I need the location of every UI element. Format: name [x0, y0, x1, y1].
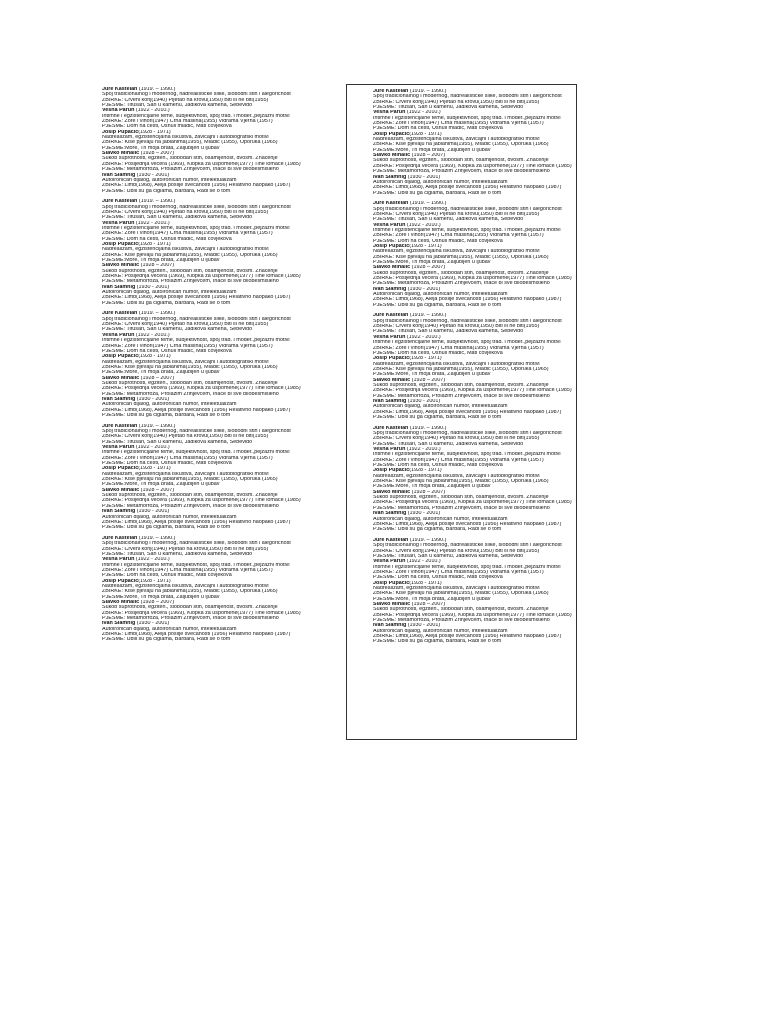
description-line: Sukob suprotnosti, egziten., slobodan stih, osamljenost, dvosm. Značenje	[373, 495, 549, 501]
description-line: ZBIRKE: Posljednja večera (1969), Klopka za uspomene(1977) Tihe lomače (1985)	[373, 163, 572, 169]
description-line: ZBIRKE: Kiše pjevaju na jablanima(1955), Mladić (1955), Oporuka (1965)	[102, 364, 278, 370]
description-line: Intimne i egzistencijalne teme, subjektivnost, spoj trad. i moder.,pejzažni motivi	[373, 115, 561, 121]
description-line: Intimne i egzistencijalne teme, subjektivnost, spoj trad. i moder.,pejzažni motivi	[102, 225, 290, 231]
description-line: ZBIRKE: Limb(1968), Aleja poslije svečanosti (1956) Relativno naopako (1987)	[102, 407, 291, 413]
poet-dates: (1928 – 2007)	[410, 153, 446, 159]
description-line: ZBIRKE: Zore i vihori(1947) Crna maslina(1955) Vidrama Vjerna (1957)	[373, 121, 544, 127]
description-line: ZBIRKE: Limb(1968), Aleja poslije svečanosti (1956) Relativno naopako (1987)	[373, 185, 562, 191]
description-line: ZBIRKE: Limb(1968), Aleja poslije svečanosti (1956) Relativno naopako (1987)	[102, 183, 291, 189]
description-line: Spoj tradicionalnog i modernog, nadrealističke slike, slobodni stih i alegoričnost	[373, 543, 562, 549]
description-line: ZBIRKE: Kiše pjevaju na jablanima(1955), Mladić (1955), Oporuka (1965)	[373, 591, 549, 597]
poet-dates: (1928 - 1971)	[138, 466, 171, 472]
description-line: ZBIRKE: Zore i vihori(1947) Crna maslina(1955) Vidrama Vjerna (1957)	[102, 455, 273, 461]
poet-name: Ivan Slamnig	[102, 509, 136, 515]
poet-name: Slavko Mihalić	[102, 600, 140, 605]
description-line: PJESME: Ubili su ga ciglama, Barbara, Radi se o tom	[373, 639, 502, 645]
description-line: Sukob suprotnosti, egziten., slobodan stih, osamljenost, dvosm. Značenje	[373, 158, 549, 164]
poet-name: Ivan Slamnig	[102, 621, 136, 627]
description-line: Autoironičan dijalog, autoironican humor, intelektualizam	[373, 292, 508, 298]
poet-dates: (1930 - 2001)	[406, 174, 441, 180]
description-line: PJESME: Dom na cesti, Usnuli mladić, Mati čovjekova	[102, 236, 232, 242]
description-line: ZBIRKE: Crveni konj(1940) Pijetao na krovu(1950) Biti ili ne biti(1955)	[102, 209, 269, 215]
poet-dates: (1930 - 2001)	[406, 286, 441, 292]
description-line: Sukob suprotnosti, egziten., slobodan stih, osamljenost, dvosm. Značenje	[102, 605, 278, 611]
poet-dates: (1928 - 1971)	[409, 356, 442, 362]
description-line: ZBIRKE: Posljednja večera (1969), Klopka za uspomene(1977) Tihe lomače (1985)	[102, 386, 301, 392]
poet-name: Ivan Slamnig	[373, 398, 407, 404]
description-line: ZBIRKE: Kiše pjevaju na jablanima(1955), Mladić (1955), Oporuka (1965)	[373, 142, 549, 148]
description-line: PJESME: Ubili su ga ciglama, Barbara, Radi se o tom	[102, 300, 231, 306]
description-line: PJESME:More, Tri moja brata, Zaljubljen u ljubav	[373, 372, 491, 378]
poet-entries-block	[373, 89, 576, 196]
poet-dates: (1922 - 2010.)	[134, 108, 170, 114]
poet-dates: (1919. – 1990.)	[137, 535, 176, 541]
description-line: PJESME: Ubili su ga ciglama, Barbara, Radi se o tom	[373, 527, 502, 533]
poet-dates: (1930 - 2001)	[135, 396, 170, 402]
description-line: PJESME: Ubili su ga ciglama, Barbara, Radi se o tom	[373, 190, 502, 196]
right-text-column	[373, 89, 576, 737]
description-line: Autoironičan dijalog, autoironican humor, intelektualizam	[102, 626, 237, 632]
description-line: Intimne i egzistencijalne teme, subjektivnost, spoj trad. i moder.,pejzažni motivi	[373, 564, 561, 570]
description-line: PJESME:More, Tri moja brata, Zaljubljen u ljubav	[102, 370, 220, 376]
poet-name: Jure Kaštelan	[373, 201, 409, 207]
description-line: ZBIRKE: Kiše pjevaju na jablanima(1955), Mladić (1955), Oporuka (1965)	[102, 140, 278, 146]
poet-dates: (1922 - 2010.)	[405, 110, 441, 116]
description-line: Autoironičan dijalog, autoironican humor, intelektualizam	[373, 179, 508, 185]
description-line: Sukob suprotnosti, egziten., slobodan stih, osamljenost, dvosm. Značenje	[102, 380, 278, 386]
description-line: ZBIRKE: Crveni konj(1940) Pijetao na krovu(1950) Biti ili ne biti(1955)	[373, 99, 540, 105]
description-line: Sukob suprotnosti, egziten., slobodan stih, osamljenost, dvosm. Značenje	[373, 607, 549, 613]
poet-name: Jure Kaštelan	[373, 537, 409, 543]
description-line: Intimne i egzistencijalne teme, subjektivnost, spoj trad. i moder.,pejzažni motivi	[373, 452, 561, 458]
description-line: ZBIRKE: Zore i vihori(1947) Crna maslina(1955) Vidrama Vjerna (1957)	[102, 343, 273, 349]
description-line: Spoj tradicionalnog i modernog, nadrealističke slike, slobodni stih i alegoričnost	[102, 541, 291, 547]
description-line: ZBIRKE: Zore i vihori(1947) Crna maslina(1955) Vidrama Vjerna (1957)	[373, 569, 544, 575]
poet-dates: (1930 - 2001)	[406, 623, 441, 629]
poet-name: Ivan Slamnig	[102, 396, 136, 402]
poet-name: Vesna Parun	[102, 220, 135, 226]
description-line: PJESME: Dom na cesti, Usnuli mladić, Mati čovjekova	[102, 573, 232, 579]
poet-name: Jure Kaštelan	[102, 311, 138, 317]
poet-dates: (1922 - 2010.)	[405, 447, 441, 453]
description-line: PJESME: Dom na cesti, Usnuli mladić, Mati čovjekova	[373, 575, 503, 581]
description-line: Nadrealizam, egzistencijalna iskustva, zavičajni i autobiografski motivi	[373, 361, 540, 367]
description-line: PJESME: Metamorfoza, Prolazim Zrinjevcem, Inače bi sve bilobesmisleno	[102, 503, 279, 509]
poet-entries-block	[373, 201, 576, 308]
description-line: Intimne i egzistencijalne teme, subjektivnost, spoj trad. i moder.,pejzažni motivi	[102, 450, 290, 456]
description-line: PJESME: Dom na cesti, Usnuli mladić, Mati čovjekova	[102, 124, 232, 130]
description-line: ZBIRKE: Kiše pjevaju na jablanima(1955), Mladić (1955), Oporuka (1965)	[102, 477, 278, 483]
poet-entries-block	[102, 199, 338, 306]
poet-name: Jure Kaštelan	[102, 199, 138, 205]
description-line: ZBIRKE: Limb(1968), Aleja poslije svečanosti (1956) Relativno naopako (1987)	[102, 519, 291, 525]
poet-name: Ivan Slamnig	[373, 174, 407, 180]
poet-name: Vesna Parun	[102, 332, 135, 338]
poet-name: Slavko Mihalić	[102, 263, 140, 269]
description-line: PJESME: Metamorfoza, Prolazim Zrinjevcem, Inače bi sve bilobesmisleno	[102, 391, 279, 397]
poet-entries-block	[373, 538, 576, 645]
description-line: ZBIRKE: Crveni konj(1940) Pijetao na krovu(1950) Biti ili ne biti(1955)	[102, 322, 269, 328]
poet-dates: (1928 - 1971)	[409, 131, 442, 137]
description-line: ZBIRKE: Limb(1968), Aleja poslije svečanosti (1956) Relativno naopako (1987)	[373, 521, 562, 527]
description-line: Autoironičan dijalog, autoironican humor, intelektualizam	[102, 402, 237, 408]
description-line: PJESME: Tifusari, San u kamenu, Jadikova kamena, Sebevido	[373, 329, 524, 335]
description-line: Autoironičan dijalog, autoironican humor, intelektualizam	[373, 404, 508, 410]
poet-name: Vesna Parun	[373, 222, 406, 228]
poet-dates: (1919. – 1990.)	[137, 199, 176, 205]
description-line: ZBIRKE: Kiše pjevaju na jablanima(1955), Mladić (1955), Oporuka (1965)	[373, 254, 549, 260]
description-line: ZBIRKE: Kiše pjevaju na jablanima(1955), Mladić (1955), Oporuka (1965)	[102, 252, 278, 258]
description-line: ZBIRKE: Posljednja večera (1969), Klopka za uspomene(1977) Tihe lomače (1985)	[102, 274, 301, 280]
poet-dates: (1928 - 1971)	[409, 468, 442, 474]
poet-dates: (1928 – 2007)	[139, 375, 175, 381]
poet-name: Vesna Parun	[102, 445, 135, 451]
poet-dates: (1919. – 1990.)	[408, 201, 447, 207]
description-line: PJESME: Tifusari, San u kamenu, Jadikova kamena, Sebevido	[102, 103, 253, 109]
poet-name: Vesna Parun	[102, 108, 135, 114]
poet-dates: (1928 – 2007)	[410, 489, 446, 495]
description-line: ZBIRKE: Zore i vihori(1947) Crna maslina(1955) Vidrama Vjerna (1957)	[102, 567, 273, 573]
poet-name: Josip Pupačić	[102, 354, 139, 360]
description-line: Spoj tradicionalnog i modernog, nadrealističke slike, slobodni stih i alegoričnost	[102, 204, 291, 210]
poet-dates: (1928 – 2007)	[139, 263, 175, 269]
poet-dates: (1922 - 2010.)	[405, 334, 441, 340]
poet-name: Ivan Slamnig	[373, 511, 407, 517]
poet-dates: (1919. – 1990.)	[137, 423, 176, 429]
poet-name: Ivan Slamnig	[373, 286, 407, 292]
description-line: PJESME: Tifusari, San u kamenu, Jadikova kamena, Sebevido	[373, 217, 524, 223]
description-line: ZBIRKE: Crveni konj(1940) Pijetao na krovu(1950) Biti ili ne biti(1955)	[102, 97, 269, 103]
description-line: ZBIRKE: Zore i vihori(1947) Crna maslina(1955) Vidrama Vjerna (1957)	[373, 345, 544, 351]
poet-name: Jure Kaštelan	[373, 425, 409, 431]
description-line: PJESME: Metamorfoza, Prolazim Zrinjevcem, Inače bi sve bilobesmisleno	[102, 279, 279, 285]
poet-name: Vesna Parun	[373, 110, 406, 116]
description-line: PJESME: Ubili su ga ciglama, Barbara, Radi se o tom	[102, 412, 231, 418]
poet-dates: (1928 – 2007)	[139, 600, 175, 605]
poet-dates: (1928 - 1971)	[138, 578, 171, 584]
description-line: PJESME: Metamorfoza, Prolazim Zrinjevcem, Inače bi sve bilobesmisleno	[102, 616, 279, 622]
poet-dates: (1919. – 1990.)	[408, 425, 447, 431]
poet-name: Jure Kaštelan	[373, 89, 409, 94]
description-line: Sukob suprotnosti, egziten., slobodan stih, osamljenost, dvosm. Značenje	[102, 493, 278, 499]
description-line: Spoj tradicionalnog i modernog, nadrealističke slike, slobodni stih i alegoričnost	[102, 92, 291, 98]
poet-name: Slavko Mihalić	[373, 265, 411, 271]
poet-dates: (1928 – 2007)	[139, 487, 175, 493]
poet-dates: (1930 - 2001)	[406, 511, 441, 517]
description-line: ZBIRKE: Posljednja večera (1969), Klopka za uspomene(1977) Tihe lomače (1985)	[373, 500, 572, 506]
description-line: PJESME: Ubili su ga ciglama, Barbara, Radi se o tom	[373, 414, 502, 420]
poet-name: Josip Pupačić	[373, 580, 410, 586]
description-line: ZBIRKE: Kiše pjevaju na jablanima(1955), Mladić (1955), Oporuka (1965)	[373, 366, 549, 372]
description-line: PJESME: Ubili su ga ciglama, Barbara, Radi se o tom	[102, 637, 231, 643]
poet-name: Josip Pupačić	[373, 356, 410, 362]
description-line: Autoironičan dijalog, autoironican humor, intelektualizam	[102, 514, 237, 520]
description-line: ZBIRKE: Limb(1968), Aleja poslije svečanosti (1956) Relativno naopako (1987)	[373, 297, 562, 303]
poet-name: Ivan Slamnig	[373, 623, 407, 629]
description-line: PJESME: Dom na cesti, Usnuli mladić, Mati čovjekova	[373, 463, 503, 469]
poet-name: Ivan Slamnig	[102, 172, 136, 178]
description-line: PJESME: Dom na cesti, Usnuli mladić, Mati čovjekova	[102, 461, 232, 467]
poet-dates: (1928 – 2007)	[139, 151, 175, 157]
left-text-column	[102, 87, 338, 727]
description-line: PJESME:More, Tri moja brata, Zaljubljen u ljubav	[102, 145, 220, 151]
description-line: ZBIRKE: Posljednja večera (1969), Klopka za uspomene(1977) Tihe lomače (1985)	[102, 610, 301, 616]
description-line: ZBIRKE: Crveni konj(1940) Pijetao na krovu(1950) Biti ili ne biti(1955)	[373, 548, 540, 554]
description-line: PJESME: Tifusari, San u kamenu, Jadikova kamena, Sebevido	[373, 553, 524, 559]
description-line: PJESME: Ubili su ga ciglama, Barbara, Radi se o tom	[102, 188, 231, 194]
description-line: PJESME: Ubili su ga ciglama, Barbara, Radi se o tom	[102, 525, 231, 531]
poet-name: Vesna Parun	[102, 557, 135, 563]
poet-name: Josip Pupačić	[373, 468, 410, 474]
poet-dates: (1930 - 2001)	[406, 398, 441, 404]
poet-dates: (1922 - 2010.)	[134, 332, 170, 338]
poet-dates: (1919. – 1990.)	[408, 313, 447, 319]
description-line: ZBIRKE: Posljednja večera (1969), Klopka za uspomene(1977) Tihe lomače (1985)	[373, 276, 572, 282]
description-line: Intimne i egzistencijalne teme, subjektivnost, spoj trad. i moder.,pejzažni motivi	[102, 338, 290, 344]
poet-entries-block	[102, 424, 338, 531]
poet-name: Jure Kaštelan	[102, 535, 138, 541]
description-line: PJESME:More, Tri moja brata, Zaljubljen u ljubav	[373, 596, 491, 602]
description-line: Sukob suprotnosti, egziten., slobodan stih, osamljenost, dvosm. Značenje	[102, 156, 278, 162]
poet-dates: (1928 - 1971)	[138, 241, 171, 247]
description-line: Spoj tradicionalnog i modernog, nadrealističke slike, slobodni stih i alegoričnost	[373, 206, 562, 212]
description-line: Autoironičan dijalog, autoironican humor, intelektualizam	[373, 628, 508, 634]
description-line: Intimne i egzistencijalne teme, subjektivnost, spoj trad. i moder.,pejzažni motivi	[373, 340, 561, 346]
description-line: ZBIRKE: Limb(1968), Aleja poslije svečanosti (1956) Relativno naopako (1987)	[373, 409, 562, 415]
description-line: Nadrealizam, egzistencijalna iskustva, zavičajni i autobiografski motivi	[373, 137, 540, 143]
poet-name: Slavko Mihalić	[373, 377, 411, 383]
poet-dates: (1928 – 2007)	[410, 377, 446, 383]
poet-name: Josip Pupačić	[102, 578, 139, 584]
description-line: PJESME: Dom na cesti, Usnuli mladić, Mati čovjekova	[102, 348, 232, 354]
description-line: Sukob suprotnosti, egziten., slobodan stih, osamljenost, dvosm. Značenje	[373, 382, 549, 388]
description-line: PJESME: Metamorfoza, Prolazim Zrinjevcem, Inače bi sve bilobesmisleno	[102, 167, 279, 173]
description-line: ZBIRKE: Kiše pjevaju na jablanima(1955), Mladić (1955), Oporuka (1965)	[102, 589, 278, 595]
poet-name: Jure Kaštelan	[102, 423, 138, 429]
description-line: ZBIRKE: Posljednja večera (1969), Klopka za uspomene(1977) Tihe lomače (1985)	[102, 498, 301, 504]
description-line: Spoj tradicionalnog i modernog, nadrealističke slike, slobodni stih i alegoričnost	[102, 316, 291, 322]
description-line: PJESME: Metamorfoza, Prolazim Zrinjevcem, Inače bi sve bilobesmisleno	[373, 505, 550, 511]
description-line: ZBIRKE: Zore i vihori(1947) Crna maslina(1955) Vidrama Vjerna (1957)	[102, 119, 273, 125]
description-line: Spoj tradicionalnog i modernog, nadrealističke slike, slobodni stih i alegoričnost	[373, 94, 562, 100]
description-line: ZBIRKE: Posljednja večera (1969), Klopka za uspomene(1977) Tihe lomače (1985)	[102, 161, 301, 167]
poet-name: Vesna Parun	[373, 334, 406, 340]
description-line: ZBIRKE: Crveni konj(1940) Pijetao na krovu(1950) Biti ili ne biti(1955)	[373, 324, 540, 330]
poet-dates: (1930 - 2001)	[135, 284, 170, 290]
poet-dates: (1928 - 1971)	[138, 354, 171, 360]
description-line: Intimne i egzistencijalne teme, subjektivnost, spoj trad. i moder.,pejzažni motivi	[102, 562, 290, 568]
description-line: PJESME:More, Tri moja brata, Zaljubljen u ljubav	[373, 147, 491, 153]
poet-dates: (1919. – 1990.)	[408, 89, 447, 94]
description-line: ZBIRKE: Crveni konj(1940) Pijetao na krovu(1950) Biti ili ne biti(1955)	[102, 434, 269, 440]
description-line: PJESME: Metamorfoza, Prolazim Zrinjevcem, Inače bi sve bilobesmisleno	[373, 281, 550, 287]
poet-entries-block	[373, 313, 576, 420]
description-line: PJESME: Ubili su ga ciglama, Barbara, Radi se o tom	[373, 302, 502, 308]
description-line: ZBIRKE: Posljednja večera (1969), Klopka za uspomene(1977) Tihe lomače (1985)	[373, 612, 572, 618]
poet-dates: (1930 - 2001)	[135, 509, 170, 515]
description-line: Sukob suprotnosti, egziten., slobodan stih, osamljenost, dvosm. Značenje	[102, 268, 278, 274]
description-line: ZBIRKE: Crveni konj(1940) Pijetao na krovu(1950) Biti ili ne biti(1955)	[373, 211, 540, 217]
poet-dates: (1922 - 2010.)	[134, 220, 170, 226]
poet-dates: (1922 - 2010.)	[405, 559, 441, 565]
description-line: Intimne i egzistencijalne teme, subjektivnost, spoj trad. i moder.,pejzažni motivi	[102, 113, 290, 119]
poet-dates: (1930 - 2001)	[135, 621, 170, 627]
description-line: ZBIRKE: Crveni konj(1940) Pijetao na krovu(1950) Biti ili ne biti(1955)	[373, 436, 540, 442]
poet-name: Slavko Mihalić	[102, 375, 140, 381]
poet-name: Jure Kaštelan	[373, 313, 409, 319]
description-line: PJESME:More, Tri moja brata, Zaljubljen u ljubav	[373, 484, 491, 490]
description-line: Autoironičan dijalog, autoironican humor, intelektualizam	[373, 516, 508, 522]
poet-entries-block	[373, 426, 576, 533]
poet-name: Vesna Parun	[373, 559, 406, 565]
poet-name: Slavko Mihalić	[373, 489, 411, 495]
description-line: PJESME:More, Tri moja brata, Zaljubljen u ljubav	[373, 260, 491, 265]
poet-dates: (1928 - 1971)	[138, 129, 171, 135]
poet-entries-block	[102, 536, 338, 643]
description-line: Autoironičan dijalog, autoironican humor, intelektualizam	[102, 177, 237, 183]
description-line: Nadrealizam, egzistencijalna iskustva, zavičajni i autobiografski motivi	[102, 471, 269, 477]
poet-name: Josip Pupačić	[373, 243, 410, 249]
description-line: Nadrealizam, egzistencijalna iskustva, zavičajni i autobiografski motivi	[102, 135, 269, 141]
poet-dates: (1922 - 2010.)	[405, 222, 441, 228]
description-line: ZBIRKE: Zore i vihori(1947) Crna maslina(1955) Vidrama Vjerna (1957)	[102, 231, 273, 237]
description-line: ZBIRKE: Posljednja večera (1969), Klopka za uspomene(1977) Tihe lomače (1985)	[373, 388, 572, 394]
poet-name: Slavko Mihalić	[102, 151, 140, 157]
poet-name: Slavko Mihalić	[373, 602, 411, 607]
description-line: PJESME: Tifusari, San u kamenu, Jadikova kamena, Sebevido	[102, 439, 253, 445]
description-line: ZBIRKE: Limb(1968), Aleja poslije svečanosti (1956) Relativno naopako (1987)	[373, 634, 562, 640]
poet-name: Ivan Slamnig	[102, 284, 136, 290]
poet-entries-block	[102, 311, 338, 418]
description-line: ZBIRKE: Limb(1968), Aleja poslije svečanosti (1956) Relativno naopako (1987)	[102, 295, 291, 301]
description-line: PJESME: Metamorfoza, Prolazim Zrinjevcem, Inače bi sve bilobesmisleno	[373, 169, 550, 175]
poet-name: Josip Pupačić	[102, 129, 139, 135]
description-line: Nadrealizam, egzistencijalna iskustva, zavičajni i autobiografski motivi	[102, 583, 269, 589]
poet-name: Slavko Mihalić	[373, 153, 411, 159]
poet-name: Josip Pupačić	[102, 466, 139, 472]
description-line: PJESME: Tifusari, San u kamenu, Jadikova kamena, Sebevido	[102, 327, 253, 333]
description-line: PJESME: Tifusari, San u kamenu, Jadikova kamena, Sebevido	[373, 441, 524, 447]
description-line: ZBIRKE: Kiše pjevaju na jablanima(1955), Mladić (1955), Oporuka (1965)	[373, 479, 549, 485]
poet-name: Slavko Mihalić	[102, 487, 140, 493]
poet-dates: (1919. – 1990.)	[137, 87, 176, 92]
description-line: PJESME: Metamorfoza, Prolazim Zrinjevcem, Inače bi sve bilobesmisleno	[373, 618, 550, 624]
poet-entries-block	[102, 87, 338, 194]
description-line: Spoj tradicionalnog i modernog, nadrealističke slike, slobodni stih i alegoričnost	[373, 431, 562, 436]
description-line: Nadrealizam, egzistencijalna iskustva, zavičajni i autobiografski motivi	[373, 585, 540, 591]
description-line: Nadrealizam, egzistencijalna iskustva, zavičajni i autobiografski motivi	[102, 359, 269, 365]
description-line: Sukob suprotnosti, egziten., slobodan stih, osamljenost, dvosm. Značenje	[373, 270, 549, 276]
poet-dates: (1919. – 1990.)	[408, 537, 447, 543]
poet-dates: (1922 - 2010.)	[134, 557, 170, 563]
description-line: PJESME: Dom na cesti, Usnuli mladić, Mati čovjekova	[373, 350, 503, 356]
poet-dates: (1928 – 2007)	[410, 602, 446, 607]
description-line: PJESME: Metamorfoza, Prolazim Zrinjevcem, Inače bi sve bilobesmisleno	[373, 393, 550, 399]
description-line: Nadrealizam, egzistencijalna iskustva, zavičajni i autobiografski motivi	[102, 247, 269, 253]
poet-dates: (1922 - 2010.)	[134, 445, 170, 451]
description-line: Spoj tradicionalnog i modernog, nadrealističke slike, slobodni stih i alegoričnost	[373, 318, 562, 324]
description-line: Nadrealizam, egzistencijalna iskustva, zavičajni i autobiografski motivi	[373, 249, 540, 255]
description-line: ZBIRKE: Limb(1968), Aleja poslije svečanosti (1956) Relativno naopako (1987)	[102, 632, 291, 638]
description-line: ZBIRKE: Crveni konj(1940) Pijetao na krovu(1950) Biti ili ne biti(1955)	[102, 546, 269, 552]
description-line: PJESME:More, Tri moja brata, Zaljubljen u ljubav	[102, 258, 220, 263]
description-line: Autoironičan dijalog, autoironican humor, intelektualizam	[102, 290, 237, 296]
poet-dates: (1919. – 1990.)	[137, 311, 176, 317]
description-line: ZBIRKE: Zore i vihori(1947) Crna maslina(1955) Vidrama Vjerna (1957)	[373, 457, 544, 463]
poet-name: Vesna Parun	[373, 447, 406, 453]
description-line: Spoj tradicionalnog i modernog, nadrealističke slike, slobodni stih i alegoričnost	[102, 429, 291, 434]
description-line: PJESME: Dom na cesti, Usnuli mladić, Mati čovjekova	[373, 126, 503, 132]
description-line: PJESME: Tifusari, San u kamenu, Jadikova kamena, Sebevido	[102, 551, 253, 557]
description-line: Intimne i egzistencijalne teme, subjektivnost, spoj trad. i moder.,pejzažni motivi	[373, 227, 561, 233]
poet-dates: (1930 - 2001)	[135, 172, 170, 178]
poet-name: Josip Pupačić	[102, 241, 139, 247]
description-line: ZBIRKE: Zore i vihori(1947) Crna maslina(1955) Vidrama Vjerna (1957)	[373, 233, 544, 239]
description-line: Nadrealizam, egzistencijalna iskustva, zavičajni i autobiografski motivi	[373, 473, 540, 479]
description-line: PJESME: Dom na cesti, Usnuli mladić, Mati čovjekova	[373, 238, 503, 244]
description-line: PJESME: Tifusari, San u kamenu, Jadikova kamena, Sebevido	[373, 105, 524, 111]
poet-name: Jure Kaštelan	[102, 87, 138, 92]
poet-dates: (1928 - 1971)	[409, 580, 442, 586]
poet-dates: (1928 - 1971)	[409, 243, 442, 249]
description-line: PJESME: Tifusari, San u kamenu, Jadikova kamena, Sebevido	[102, 215, 253, 221]
poet-dates: (1928 – 2007)	[410, 265, 446, 271]
poet-name: Josip Pupačić	[373, 131, 410, 137]
description-line: PJESME:More, Tri moja brata, Zaljubljen u ljubav	[102, 482, 220, 488]
description-line: PJESME:More, Tri moja brata, Zaljubljen u ljubav	[102, 594, 220, 600]
